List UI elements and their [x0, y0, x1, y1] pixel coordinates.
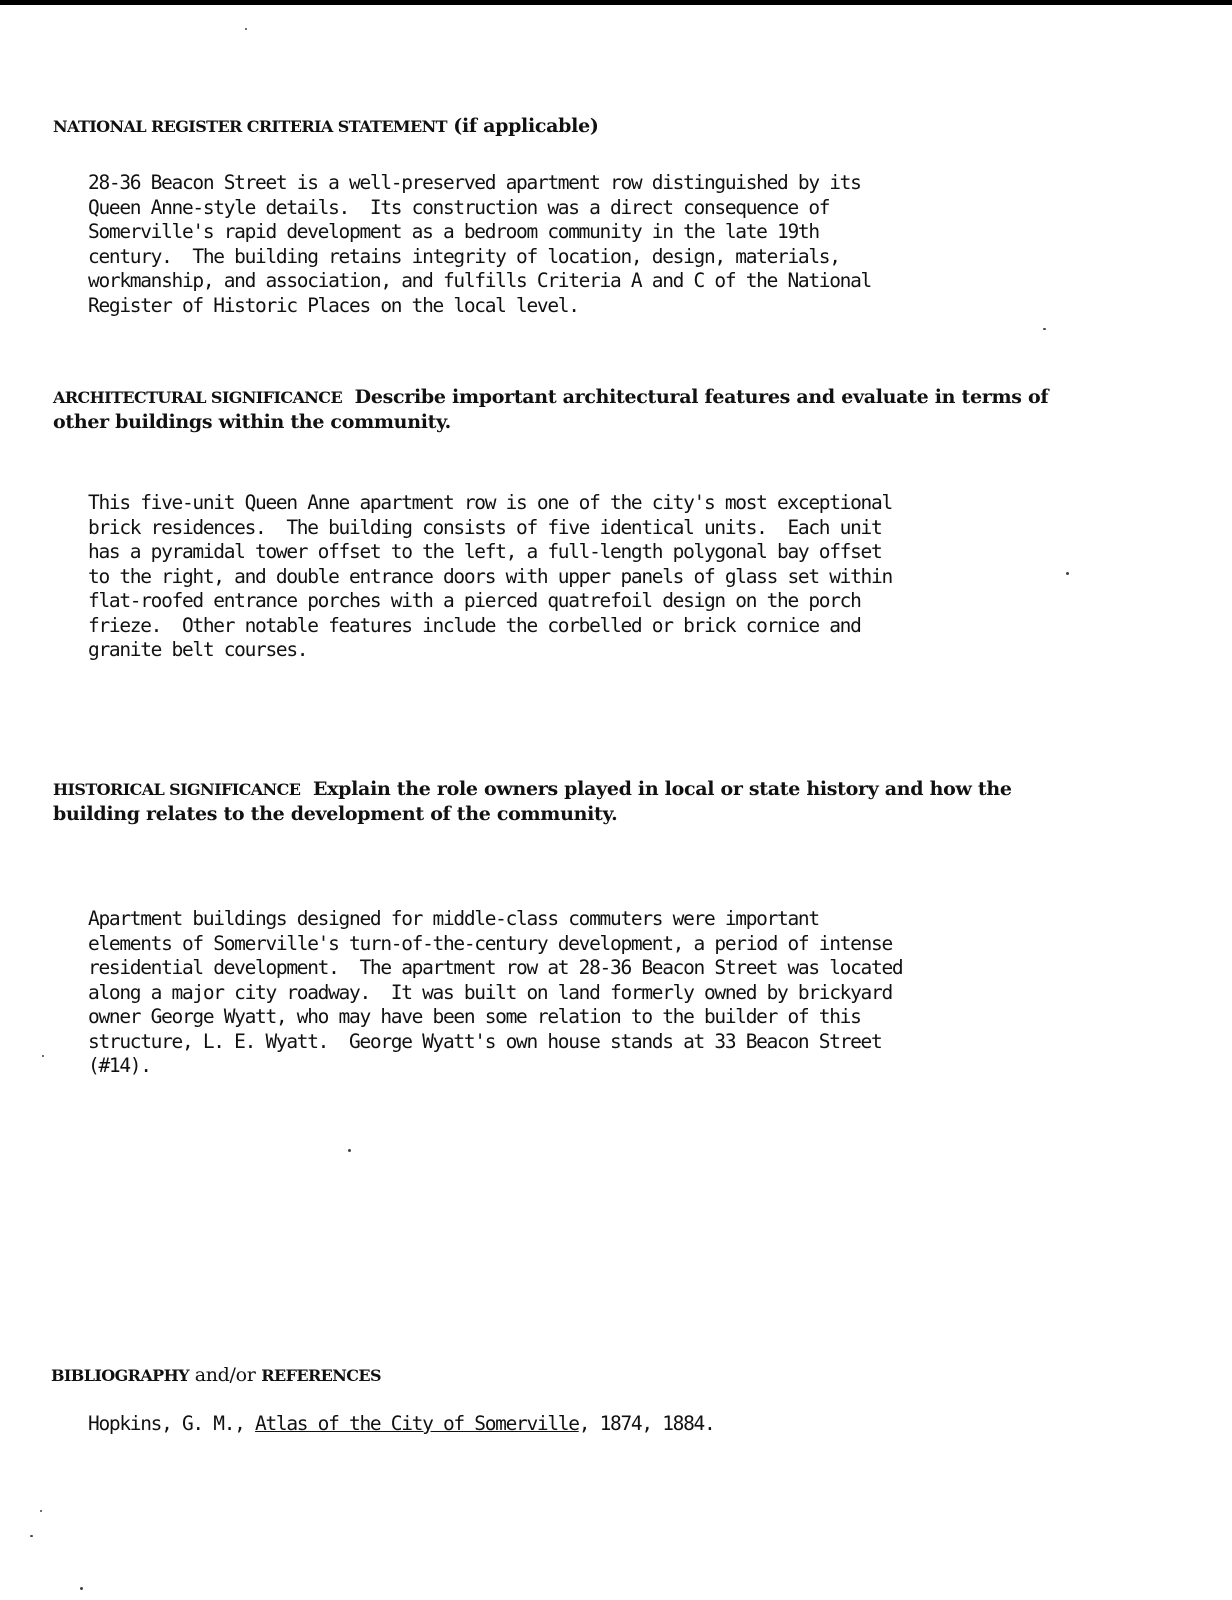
architectural-heading-caps: ARCHITECTURAL SIGNIFICANCE — [53, 388, 343, 407]
historical-paragraph — [88, 907, 902, 1079]
architectural-heading-rest: Describe important architectural features and evaluate in terms of — [342, 386, 1049, 408]
national-register-line: century. The building retains integrity of location, design, materials, — [88, 244, 840, 268]
scan-speck — [245, 28, 247, 30]
bibliography-heading-caps-1: BIBLIOGRAPHY — [51, 1366, 189, 1385]
architectural-line: brick residences. The building consists of five identical units. Each unit — [88, 515, 882, 539]
architectural-line: has a pyramidal tower offset to the left, a full-length polygonal bay offset — [88, 540, 882, 563]
architectural-line: flat-roofed entrance porches with a pierced quatrefoil design on the porch — [88, 589, 861, 612]
scan-speck — [80, 1587, 83, 1590]
architectural-line: granite belt courses. — [88, 638, 308, 661]
historical-line: (#14). — [88, 1054, 151, 1077]
historical-line: Apartment buildings designed for middle-class commuters were important — [88, 907, 819, 930]
bibliography-heading-and: and/or — [188, 1364, 262, 1386]
scan-speck — [1043, 328, 1046, 330]
historical-heading-line2: building relates to the development of the community. — [53, 803, 618, 825]
page-top-border — [0, 0, 1232, 5]
architectural-line: This five-unit Queen Anne apartment row is one of the city's most exceptional — [88, 491, 892, 514]
bibliography-heading — [51, 1363, 381, 1388]
national-register-heading-caps: NATIONAL REGISTER CRITERIA STATEMENT — [53, 117, 447, 136]
architectural-heading-line2: other buildings within the community. — [53, 411, 451, 433]
historical-heading-line1 — [53, 777, 1012, 802]
historical-line: along a major city roadway. It was built on land formerly owned by brickyard — [88, 980, 892, 1004]
historical-line: structure, L. E. Wyatt. George Wyatt's own house stands at 33 Beacon Street — [88, 1029, 882, 1053]
scan-speck — [42, 1055, 44, 1057]
architectural-line: frieze. Other notable features include the corbelled or brick cornice and — [88, 613, 861, 637]
scan-speck — [348, 1149, 351, 1152]
national-register-heading-rest: (if applicable) — [446, 115, 599, 137]
historical-heading — [53, 777, 1012, 826]
national-register-line: 28-36 Beacon Street is a well-preserved apartment row distinguished by its — [88, 171, 861, 194]
scan-speck — [30, 1535, 33, 1537]
national-register-line: Somerville's rapid development as a bedroom community in the late 19th — [88, 220, 819, 243]
architectural-paragraph — [88, 491, 892, 663]
scan-speck — [40, 1510, 42, 1512]
bibliography-heading-caps-2: REFERENCES — [261, 1366, 381, 1385]
historical-line: owner George Wyatt, who may have been some relation to the builder of this — [88, 1005, 861, 1028]
national-register-line: workmanship, and association, and fulfills Criteria A and C of the National — [88, 269, 872, 292]
architectural-line: to the right, and double entrance doors with upper panels of glass set within — [88, 564, 892, 588]
national-register-line: Queen Anne-style details. Its construction was a direct consequence of — [88, 195, 830, 219]
historical-line: elements of Somerville's turn-of-the-century development, a period of intense — [88, 931, 892, 955]
historical-line: residential development. The apartment row at 28-36 Beacon Street was located — [88, 956, 903, 979]
national-register-line: Register of Historic Places on the local level. — [88, 293, 579, 317]
national-register-paragraph — [88, 171, 871, 318]
bibliography-entry — [88, 1411, 714, 1437]
national-register-heading — [53, 114, 599, 139]
architectural-heading — [53, 385, 1048, 434]
bibliography-rest: , 1874, 1884. — [578, 1412, 715, 1435]
architectural-heading-line1 — [53, 385, 1048, 410]
bibliography-author: Hopkins, G. M., — [88, 1412, 256, 1435]
historical-heading-rest: Explain the role owners played in local or state history and how the — [300, 778, 1012, 800]
scan-speck — [1066, 572, 1069, 575]
bibliography-title: Atlas of the City of Somerville — [255, 1412, 579, 1435]
historical-heading-caps: HISTORICAL SIGNIFICANCE — [53, 780, 301, 799]
